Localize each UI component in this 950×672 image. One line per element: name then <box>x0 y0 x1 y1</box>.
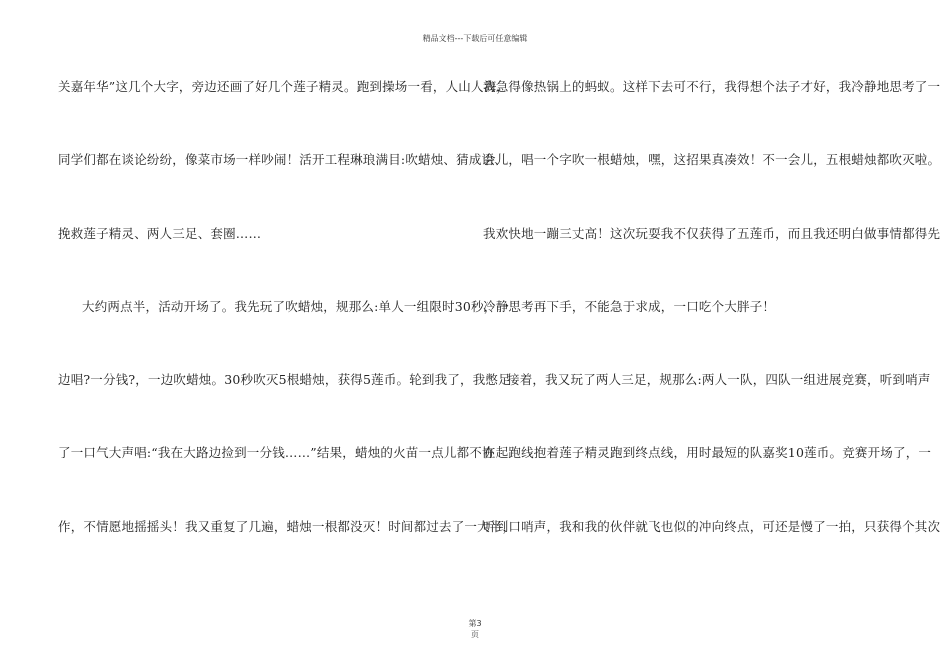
page-number-line2: 页 <box>471 630 479 639</box>
text-line: 冷静思考再下手，不能急于求成，一口吃个大胖子！ <box>483 298 776 314</box>
text-line: 我急得像热锅上的蚂蚁。这样下去可不行，我得想个法子才好，我冷静地思考了一 <box>483 79 941 94</box>
text-line: 在起跑线抱着莲子精灵跑到终点线，用时最短的队嘉奖10莲币。竞赛开场了，一 <box>483 445 932 461</box>
paragraph-start-line: 大约两点半，活动开场了。我先玩了吹蜡烛，规那么:单人一组限时30秒，一 <box>82 298 510 314</box>
left-text-column <box>58 77 516 590</box>
text-line: 我欢快地一蹦三丈高！这次玩耍我不仅获得了五莲币，而且我还明白做事情都得先 <box>483 225 941 241</box>
text-line: 挽救莲子精灵、两人三足、套圈…… <box>58 225 262 241</box>
text-line: 边唱?一分钱?，一边吹蜡烛。30秒吹灭5根蜡烛，获得5莲币。轮到我了，我憋足 <box>58 372 511 388</box>
text-line: 同学们都在谈论纷纷，像菜市场一样吵闹！活开工程琳琅满目:吹蜡烛、猜成语、 <box>58 152 507 168</box>
text-line: 了一口气大声唱:“我在大路边捡到一分钱……”结果，蜡烛的火苗一点儿都不协 <box>58 445 495 461</box>
page-number-line1: 第3 <box>468 619 482 628</box>
right-text-column <box>483 77 941 590</box>
text-line: 关嘉年华”这几个大字，旁边还画了好几个莲子精灵。跑到操场一看，人山人海， <box>58 79 510 94</box>
text-line: 作，不情愿地摇摇头！我又重复了几遍，蜡烛一根都没灭！时间都过去了一大半， <box>58 518 516 534</box>
text-line: 会儿，唱一个字吹一根蜡烛，嘿，这招果真凑效！不一会儿，五根蜡烛都吹灭啦。 <box>483 152 941 168</box>
text-line: 听到口哨声，我和我的伙伴就飞也似的冲向终点，可还是慢了一拍，只获得个其次 <box>483 518 941 534</box>
paragraph-start-line: 接着，我又玩了两人三足，规那么:两人一队，四队一组进展竞赛，听到哨声 <box>507 372 931 388</box>
page-header: 精品文档---下载后可任意编辑 <box>422 34 528 43</box>
page-number <box>0 618 950 640</box>
